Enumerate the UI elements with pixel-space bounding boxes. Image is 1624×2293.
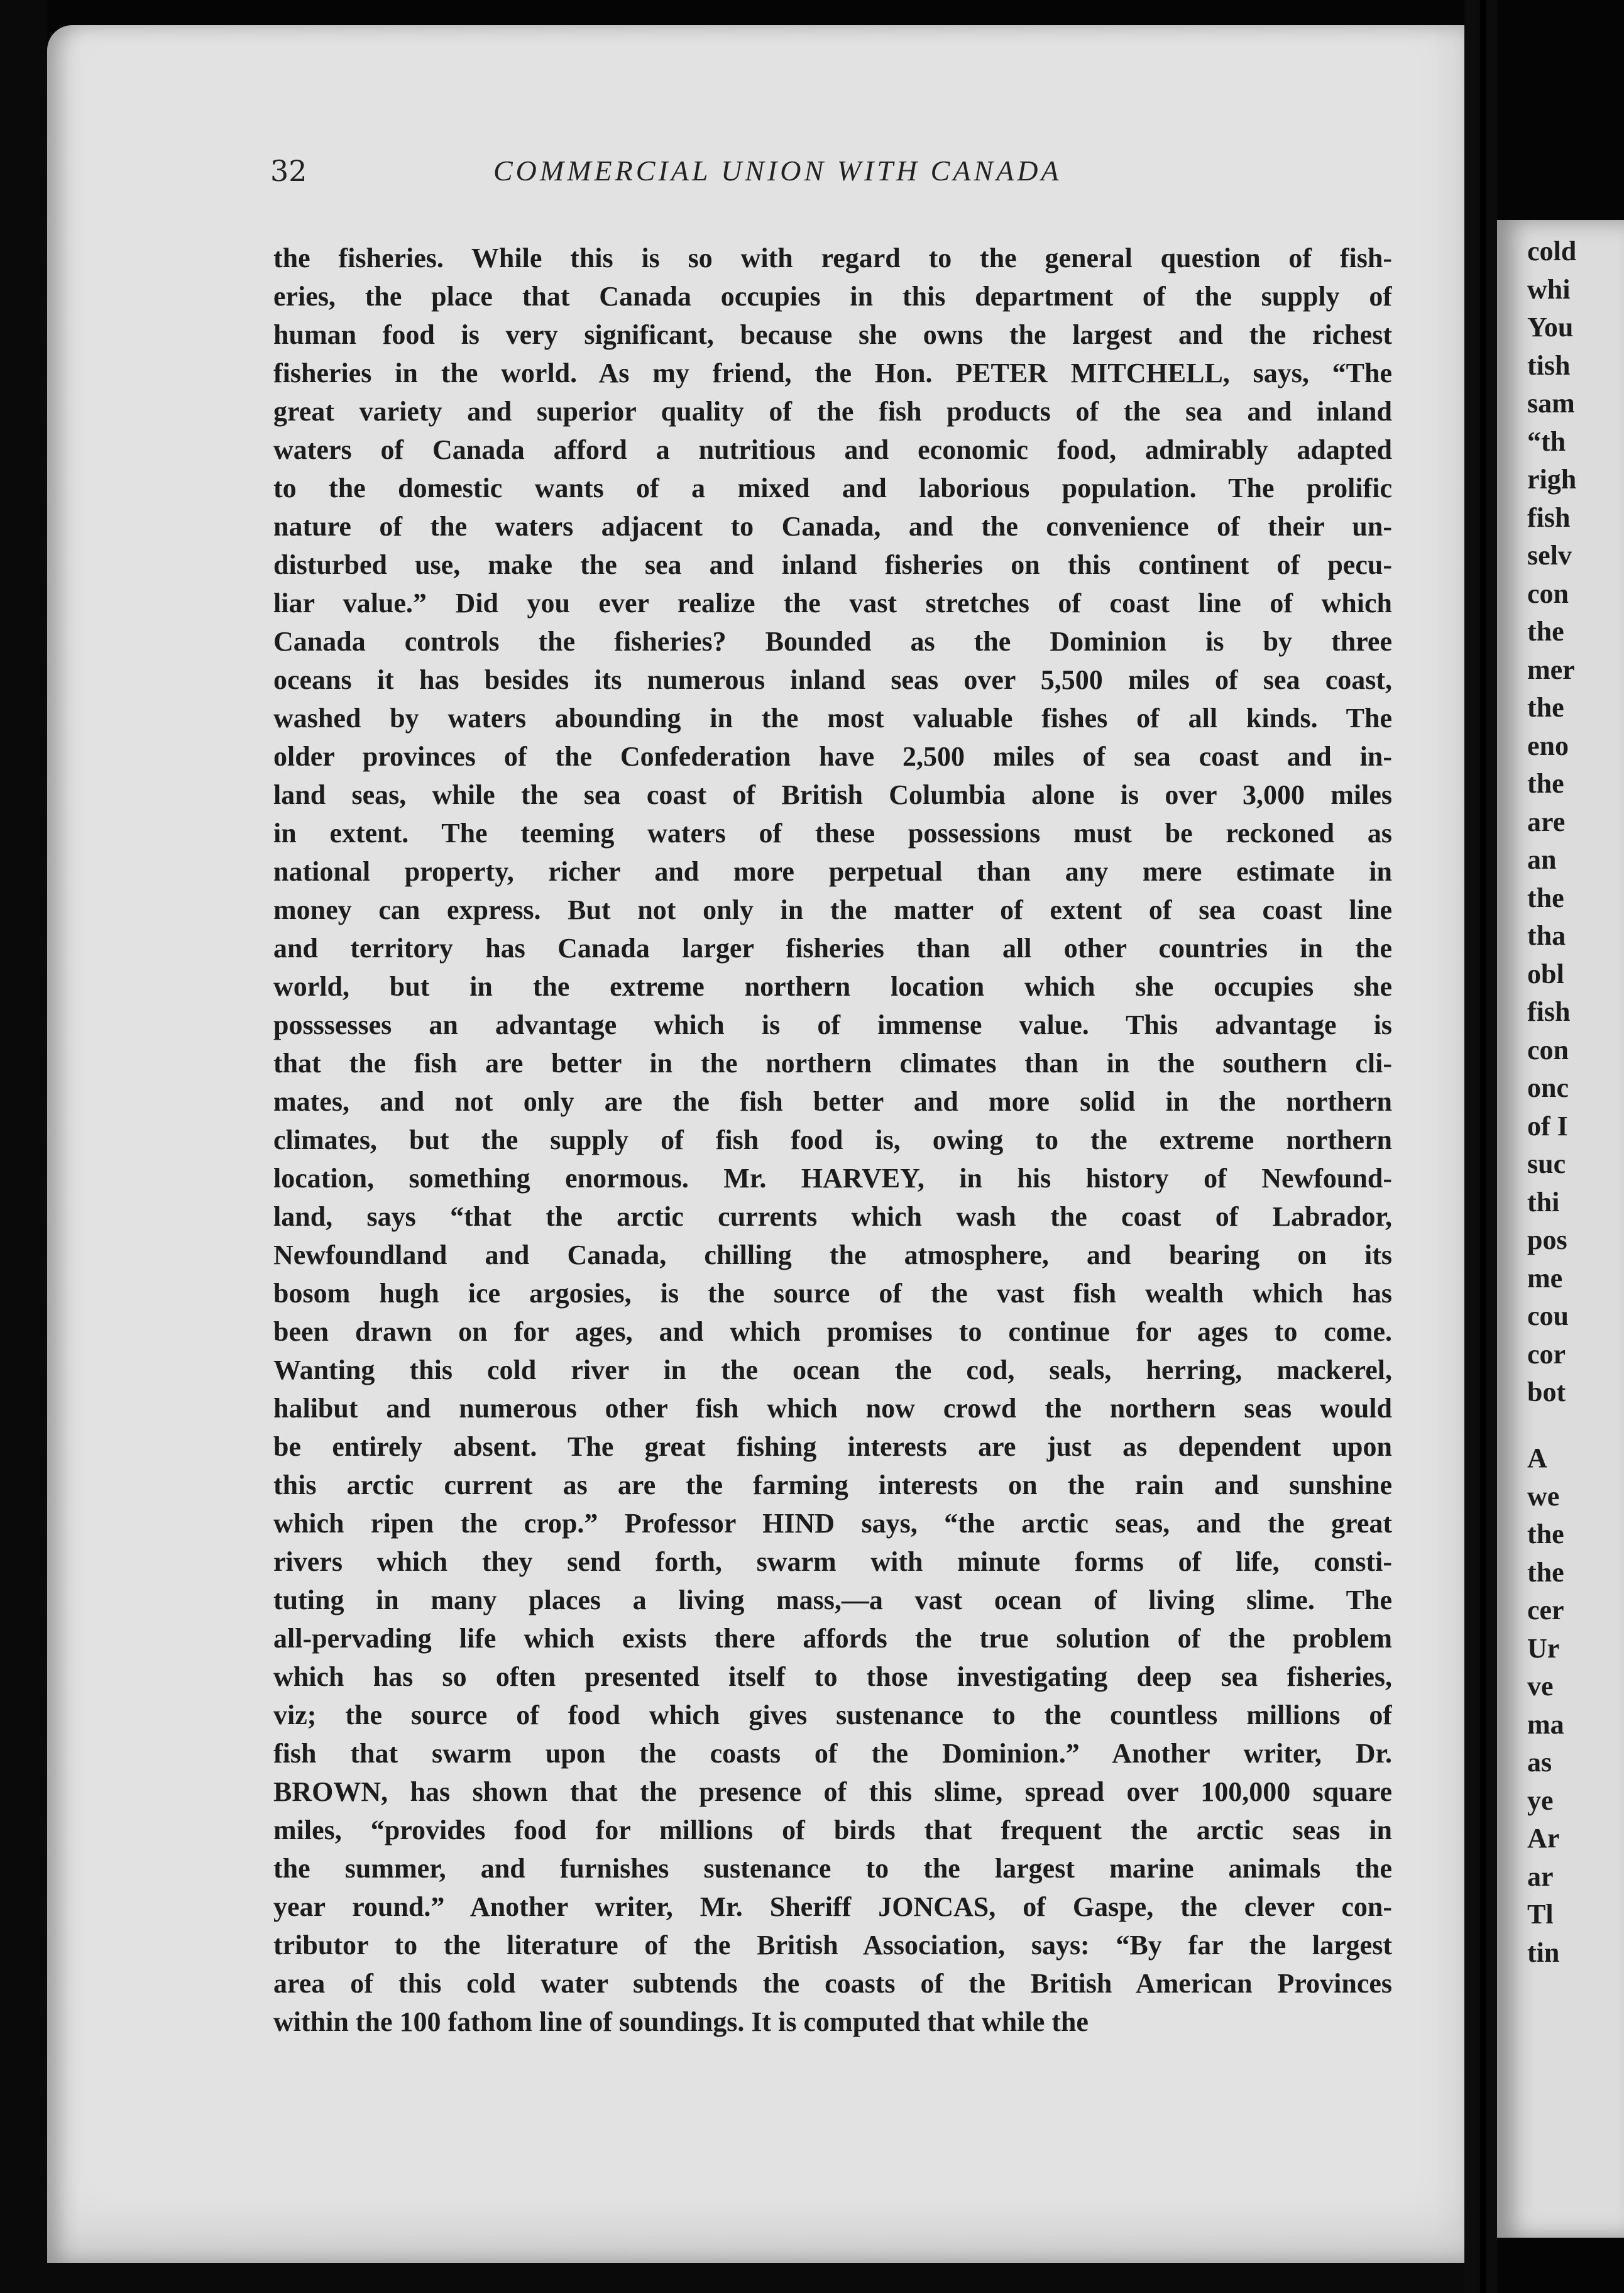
text-line: fish that swarm upon the coasts of the Dominion.” Another writer, Dr.: [273, 1738, 1392, 1769]
text-line: this arctic current as are the farming interests on the rain and sunshine: [273, 1470, 1392, 1500]
running-head: COMMERCIAL UNION WITH CANADA: [493, 155, 1062, 187]
facing-page-fragment: ve: [1527, 1671, 1554, 1702]
facing-page-fragment: are: [1527, 806, 1566, 837]
text-line: national property, richer and more perpetual than any mere estimate in: [273, 856, 1392, 887]
text-line: tuting in many places a living mass,—a vast ocean of living slime. The: [273, 1585, 1392, 1615]
facing-page-fragment: ar: [1527, 1861, 1554, 1892]
text-line: climates, but the supply of fish food is, owing to the extreme northern: [273, 1125, 1392, 1155]
facing-page-fragment: as: [1527, 1747, 1552, 1778]
facing-page-fragment: tha: [1527, 920, 1566, 951]
page-header: [270, 154, 1402, 198]
bottom-scan-edge: [47, 2263, 1464, 2293]
text-line: that the fish are better in the northern climates than in the southern cli-: [273, 1048, 1392, 1079]
left-scan-edge: [0, 0, 47, 2293]
facing-page-fragment: the: [1527, 692, 1564, 723]
text-line: within the 100 fathom line of soundings. It is computed that while the: [273, 2006, 1089, 2037]
text-line: and territory has Canada larger fisheries than all other countries in the: [273, 933, 1392, 964]
text-line: been drawn on for ages, and which promises to continue for ages to come.: [273, 1316, 1392, 1347]
text-line: year round.” Another writer, Mr. Sheriff JONCAS, of Gaspe, the clever con-: [273, 1891, 1392, 1922]
text-line: all-pervading life which exists there affords the true solution of the problem: [273, 1623, 1392, 1654]
facing-page-fragment: con: [1527, 1034, 1569, 1065]
facing-page-fragment: of I: [1527, 1110, 1568, 1141]
facing-page-fragment: obl: [1527, 958, 1564, 989]
text-line: money can express. But not only in the matter of extent of sea coast line: [273, 894, 1392, 925]
facing-page-fragment: the: [1527, 768, 1564, 799]
text-line: the fisheries. While this is so with regard to the general question of fish-: [273, 243, 1392, 273]
facing-page-text-bottom: [1527, 1439, 1624, 1972]
text-line: Wanting this cold river in the ocean the cod, seals, herring, mackerel,: [273, 1355, 1392, 1385]
text-line: which has so often presented itself to those investigating deep sea fisheries,: [273, 1661, 1392, 1692]
facing-page-fragment: You: [1527, 312, 1574, 343]
facing-page-fragment: we: [1527, 1480, 1560, 1512]
text-line: land seas, while the sea coast of British Columbia alone is over 3,000 miles: [273, 779, 1392, 810]
text-line: Newfoundland and Canada, chilling the atmosphere, and bearing on its: [273, 1240, 1392, 1270]
text-line: posssesses an advantage which is of immense value. This advantage is: [273, 1009, 1392, 1040]
facing-page-fragment: cou: [1527, 1300, 1569, 1331]
facing-page-fragment: suc: [1527, 1148, 1566, 1179]
facing-page-fragment: mer: [1527, 654, 1575, 685]
facing-page-fragment: sam: [1527, 388, 1575, 419]
text-line: fisheries in the world. As my friend, the Hon. PETER MITCHELL, says, “The: [273, 358, 1392, 388]
text-line: bosom hugh ice argosies, is the source of the vast fish wealth which has: [273, 1278, 1392, 1309]
text-line: land, says “that the arctic currents which wash the coast of Labrador,: [273, 1201, 1392, 1232]
text-line: in extent. The teeming waters of these possessions must be reckoned as: [273, 818, 1392, 849]
text-line: world, but in the extreme northern location which she occupies she: [273, 971, 1392, 1002]
gutter-fold: [1480, 0, 1486, 2293]
facing-page-fragment: fish: [1527, 502, 1571, 533]
facing-page-fragment: the: [1527, 882, 1564, 913]
text-line: the summer, and furnishes sustenance to the largest marine animals the: [273, 1853, 1392, 1884]
text-line: viz; the source of food which gives sustenance to the countless millions of: [273, 1700, 1392, 1730]
text-line: great variety and superior quality of the fish products of the sea and inland: [273, 396, 1392, 427]
text-line: oceans it has besides its numerous inland seas over 5,500 miles of sea coast,: [273, 664, 1392, 695]
text-line: older provinces of the Confederation have 2,500 miles of sea coast and in-: [273, 741, 1392, 772]
text-line: to the domestic wants of a mixed and laborious population. The prolific: [273, 473, 1392, 503]
text-line: human food is very significant, because she owns the largest and the richest: [273, 319, 1392, 350]
text-line: Canada controls the fisheries? Bounded as the Dominion is by three: [273, 626, 1392, 657]
facing-page-fragment: righ: [1527, 464, 1577, 495]
text-line: mates, and not only are the fish better and more solid in the northern: [273, 1086, 1392, 1117]
facing-page-text-top: [1527, 233, 1624, 1412]
facing-page-fragment: bot: [1527, 1377, 1566, 1407]
facing-page-fragment: pos: [1527, 1224, 1567, 1255]
text-line: location, something enormous. Mr. HARVEY, in his history of Newfound-: [273, 1163, 1392, 1194]
facing-page-fragment: tin: [1527, 1937, 1560, 1968]
text-line: area of this cold water subtends the coasts of the British American Provinces: [273, 1968, 1392, 1999]
facing-page-fragment: Tl: [1527, 1899, 1554, 1930]
facing-page-fragment: cer: [1527, 1595, 1564, 1625]
facing-page-fragment: an: [1527, 844, 1557, 875]
facing-page-fragment: the: [1527, 1556, 1564, 1588]
facing-page-fragment: the: [1527, 1519, 1564, 1549]
facing-page-fragment: onc: [1527, 1072, 1569, 1103]
facing-page-fragment: fish: [1527, 996, 1571, 1027]
facing-page-fragment: Ar: [1527, 1823, 1560, 1854]
facing-page-fragment: cold: [1527, 236, 1577, 267]
text-line: tributor to the literature of the British Association, says: “By far the largest: [273, 1930, 1392, 1960]
text-line: rivers which they send forth, swarm with minute forms of life, consti-: [273, 1546, 1392, 1577]
text-line: nature of the waters adjacent to Canada, and the convenience of their un-: [273, 511, 1392, 542]
text-line: liar value.” Did you ever realize the vast stretches of coast line of which: [273, 588, 1392, 619]
facing-page-fragment: tish: [1527, 349, 1571, 381]
facing-page-fragment: Ur: [1527, 1632, 1560, 1664]
facing-page-fragment: eno: [1527, 730, 1569, 761]
body-text: [273, 239, 1392, 2041]
facing-page-fragment: ma: [1527, 1708, 1564, 1740]
facing-page-fragment: ye: [1527, 1784, 1554, 1816]
text-line: washed by waters abounding in the most valuable fishes of all kinds. The: [273, 703, 1392, 734]
text-line: be entirely absent. The great fishing interests are just as dependent upon: [273, 1431, 1392, 1462]
text-line: disturbed use, make the sea and inland fisheries on this continent of pecu-: [273, 549, 1392, 580]
text-line: halibut and numerous other fish which now crowd the northern seas would: [273, 1393, 1392, 1424]
facing-page-fragment: con: [1527, 578, 1569, 609]
text-line: eries, the place that Canada occupies in this department of the supply of: [273, 281, 1392, 312]
facing-page-fragment: “th: [1527, 426, 1566, 457]
text-line: waters of Canada afford a nutritious and economic food, admirably adapted: [273, 434, 1392, 465]
facing-page-fragment: selv: [1527, 540, 1572, 571]
text-line: BROWN, has shown that the presence of this slime, spread over 100,000 square: [273, 1776, 1392, 1807]
facing-page-fragment: A: [1527, 1443, 1547, 1473]
facing-page-fragment: the: [1527, 616, 1564, 647]
facing-page-fragment: whi: [1527, 273, 1571, 305]
text-line: miles, “provides food for millions of birds that frequent the arctic seas in: [273, 1815, 1392, 1845]
page-number: 32: [270, 154, 307, 188]
text-line: which ripen the crop.” Professor HIND says, “the arctic seas, and the great: [273, 1508, 1392, 1539]
facing-page-fragment: thi: [1527, 1186, 1560, 1218]
facing-page-fragment: me: [1527, 1262, 1563, 1294]
facing-page-fragment: cor: [1527, 1338, 1566, 1370]
